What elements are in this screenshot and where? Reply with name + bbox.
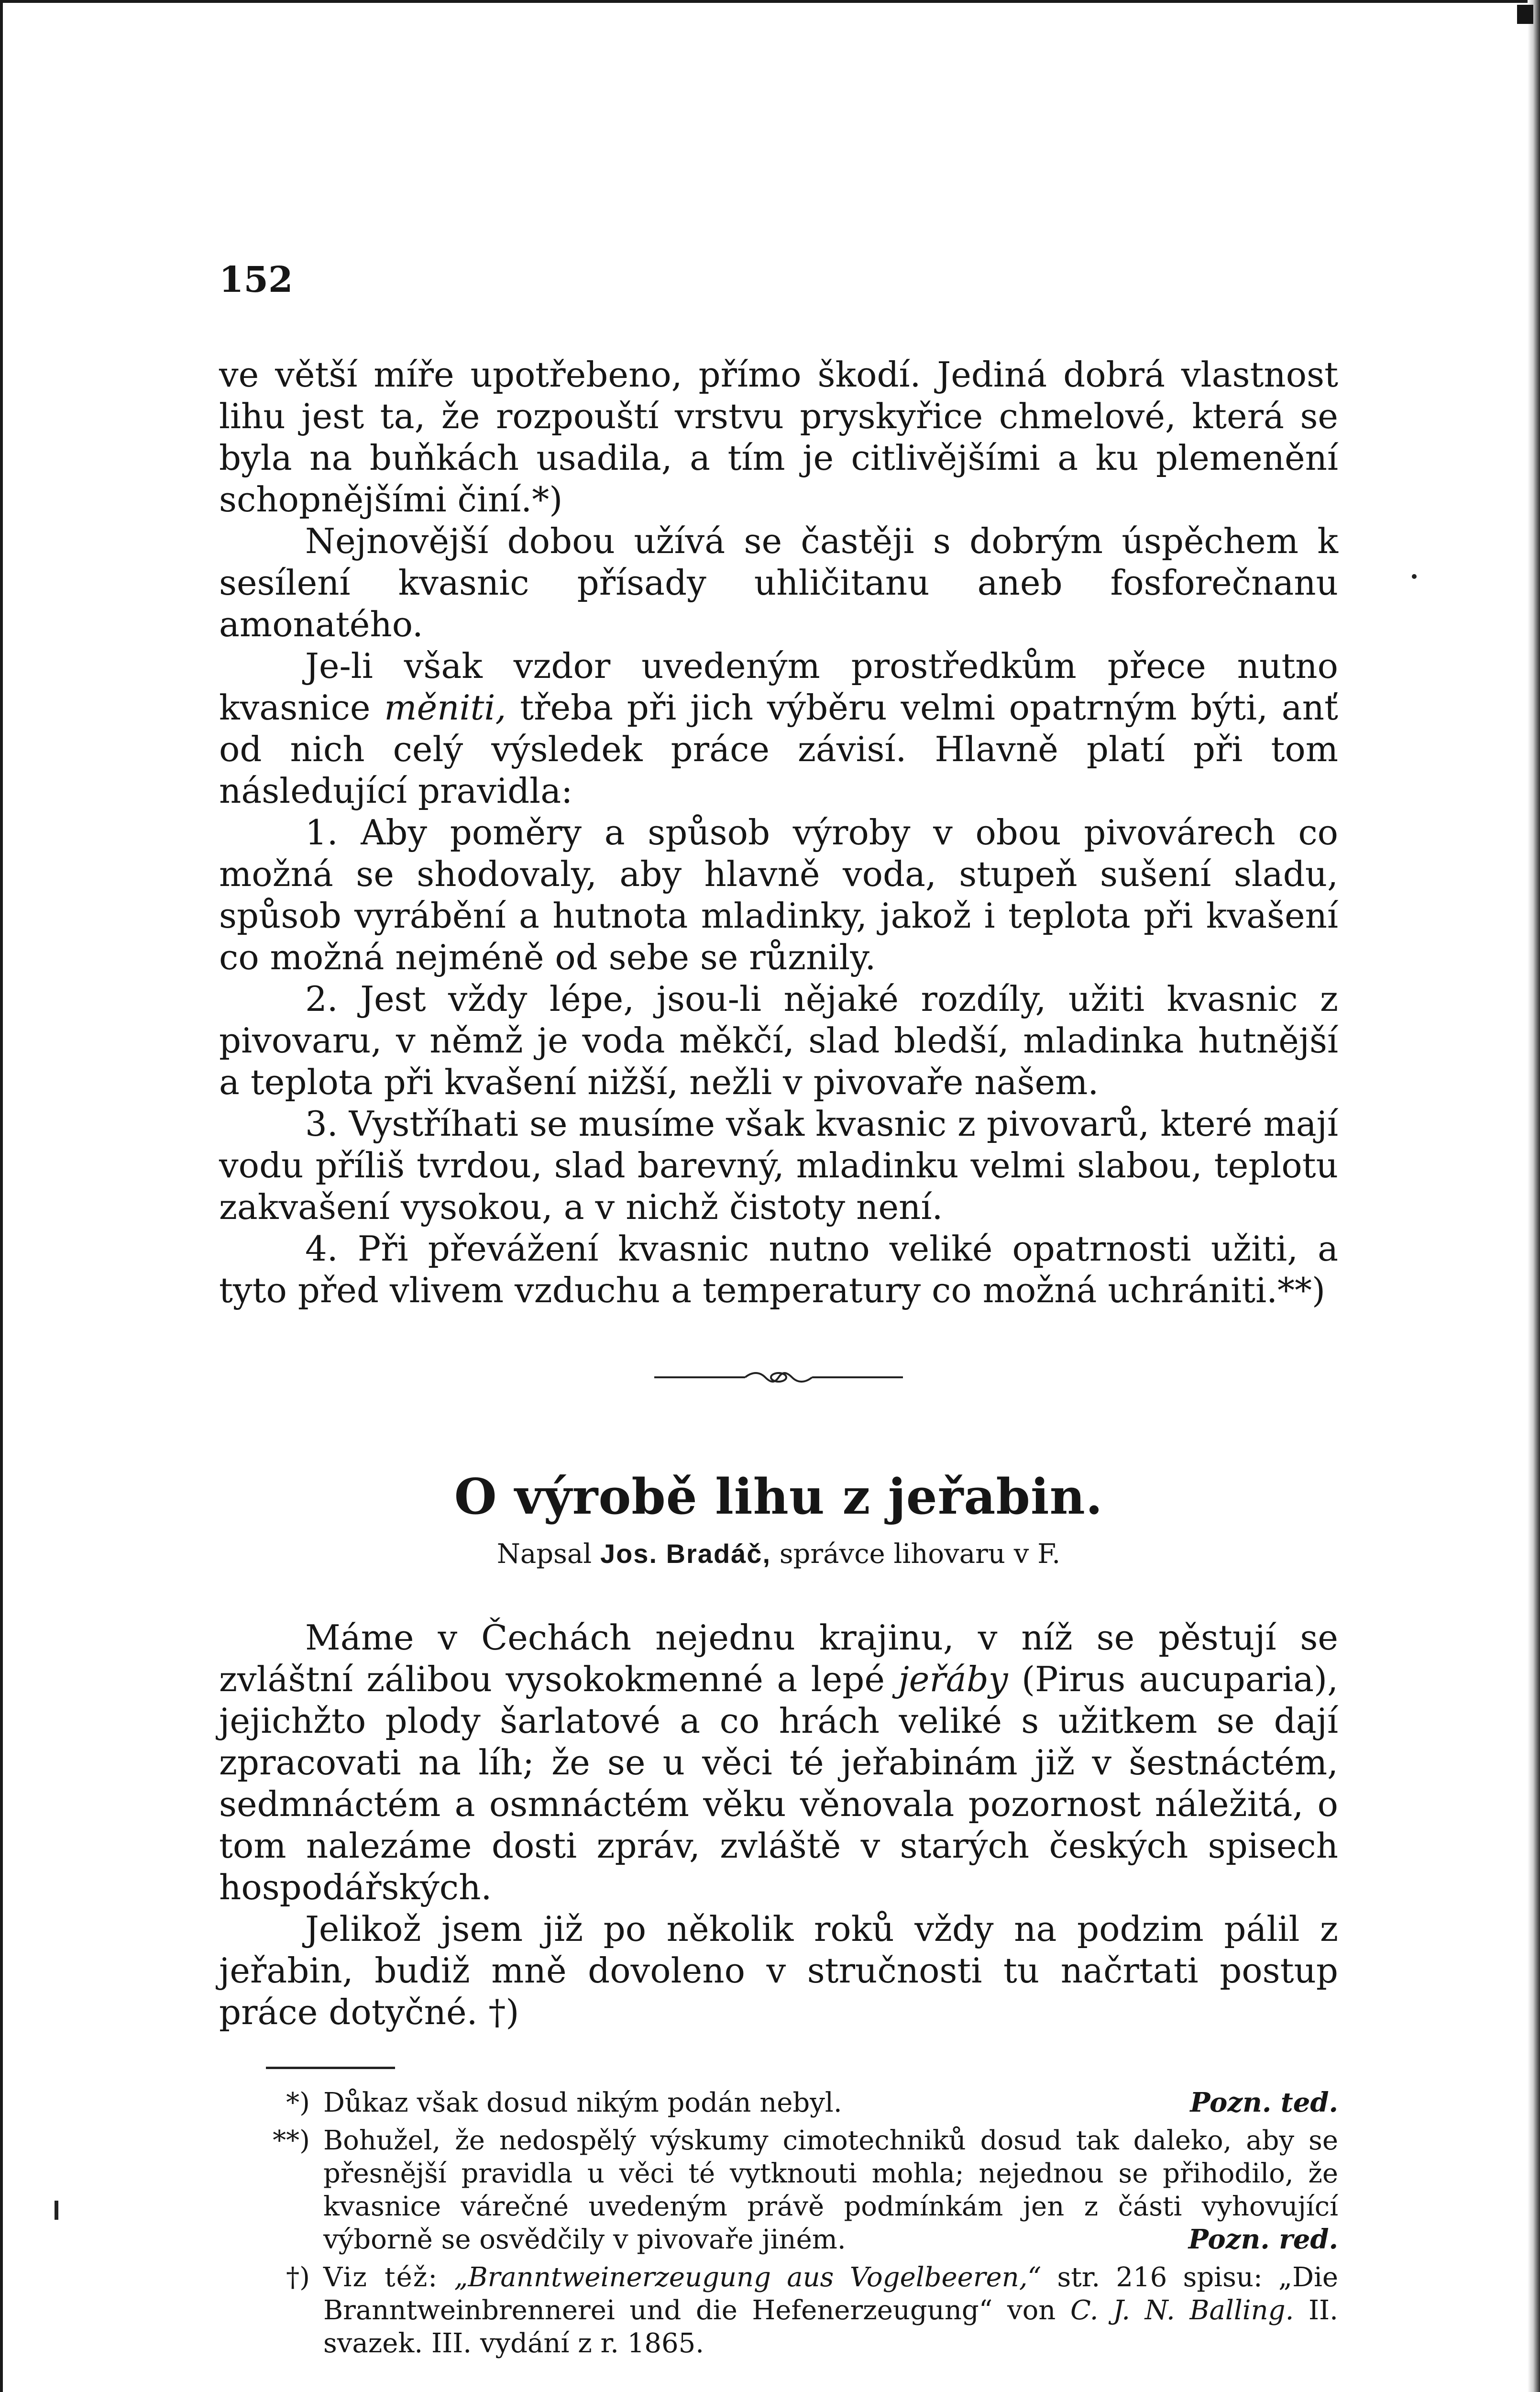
footnote-text: [323, 2124, 1338, 2256]
footnote-text: [323, 2086, 1338, 2119]
byline-prefix: Napsal: [496, 1539, 592, 1570]
footnote-signature: Pozn. red.: [1188, 2224, 1338, 2255]
italic-word: jeřáby: [898, 1659, 1008, 1699]
footnote-signature: Pozn. ted.: [1190, 2087, 1338, 2118]
paragraph: [219, 1617, 1338, 1908]
footnote-body: Viz též:: [323, 2262, 439, 2293]
rule-item: 2. Jest vždy lépe, jsou-li nějaké rozdíly, užiti kvasnic z pivovaru, v němž je voda měkčí, slad bledší, mladinka hutnější a teplota při kvašení nižší, nežli v pivovaře našem.: [219, 979, 1338, 1102]
byline-suffix: správce lihovaru v F.: [779, 1539, 1061, 1570]
paragraph: Jelikož jsem již po několik roků vždy na podzim pálil z jeřabin, budiž mně dovoleno v stručnosti tu načrtati postup práce dotyčné. †): [219, 1909, 1338, 2032]
footnote-italic: „Branntweinerzeugung aus Vogelbeeren,“: [454, 2262, 1042, 2293]
paragraph-text: třeba při jich výběru velmi opatrným býti, anť od nich celý výsledek práce závisí. Hlavně platí při tom následující pravidla:: [219, 687, 1338, 811]
article-byline: [219, 1537, 1338, 1571]
footnote-body: II. svazek. III. vydání z r. 1865.: [323, 2295, 1338, 2359]
footnote-mark: †): [286, 2262, 310, 2293]
paragraph-text: (Pirus aucuparia), jejichžto plody šarlatové a co hrách veliké s užitkem se dají zpracovati na líh; že se u věci té jeřabinám již v šestnáctém, sedmnáctém a osmnáctém věku věnovala pozornost náležitá, o tom nalezáme dosti zpráv, zvláště v starých českých spisech hospodářských.: [219, 1659, 1339, 1907]
footnote-italic: C. J. N. Balling.: [1070, 2295, 1294, 2326]
article-title: O výrobě lihu z jeřabin.: [454, 1468, 1103, 1526]
rule-item: 1. Aby poměry a spůsob výroby v obou pivovárech co možná se shodovaly, aby hlavně voda, stupeň sušení sladu, spůsob vyrábění a hutnota mladinky, jakož i teplota při kvašení co možná nejméně od sebe se různily.: [219, 812, 1338, 977]
scan-speck: [55, 2201, 58, 2220]
footnote-body: Důkaz však dosud nikým podán nebyl.: [323, 2087, 842, 2118]
footnote-body: str. 216 spisu: „Die Branntweinbrennerei und die Hefenerzeugung“ von: [323, 2262, 1339, 2326]
footnote-mark: **): [273, 2125, 310, 2156]
paragraph: Nejnovější dobou užívá se častěji s dobrým úspěchem k sesílení kvasnic přísady uhličitanu aneb fosforečnanu amonatého.: [219, 521, 1338, 644]
ornament-divider-icon: [654, 1368, 903, 1387]
paragraph: [219, 645, 1338, 812]
footnote-text: [323, 2261, 1338, 2360]
page-number: 152: [219, 259, 293, 300]
rule-item: 3. Vystříhati se musíme však kvasnic z pivovarů, které mají vodu příliš tvrdou, slad barevný, mladinku velmi slabou, teplotu zakvašení vysokou, a v nichž čistoty není.: [219, 1104, 1338, 1227]
footnote: [219, 2124, 1338, 2256]
footnote-body: Bohužel, že nedospělý výskumy cimotechniků dosud tak daleko, aby se přesnější pravidla u věci té vytknouti mohla; nejednou se přihodilo, že kvasnice várečné uvedeným právě podmínkám jen z části vyhovující výborně se osvědčily v pivovaře jiném.: [323, 2125, 1338, 2255]
author-name: Jos. Bradáč,: [600, 1539, 771, 1569]
italic-word: měniti,: [384, 687, 506, 728]
footnote: [219, 2261, 1338, 2360]
page-edge-shadow: [1528, 0, 1540, 2392]
footnote-mark: *): [286, 2087, 310, 2118]
section-ornament: [219, 1368, 1338, 1387]
corner-mark: [1517, 5, 1533, 24]
paragraph-text: Je-li však vzdor uvedeným prostředkům přece nutno kvasnice: [219, 646, 1338, 728]
footnote-rule: [266, 2067, 395, 2069]
paragraph: ve větší míře upotřebeno, přímo škodí. Jediná dobrá vlastnost lihu jest ta, že rozpouští vrstvu pryskyřice chmelové, která se byla na buňkách usadila, a tím je citlivějšími a ku plemenění schopnějšími činí.*): [219, 354, 1338, 520]
footnote: [219, 2086, 1338, 2119]
paragraph-text: Máme v Čechách nejednu krajinu, v níž se pěstují se zvláštní zálibou vysokokmenné a lepé: [219, 1617, 1338, 1699]
text-column: [219, 258, 1338, 2360]
rule-item: 4. Při převážení kvasnic nutno veliké opatrnosti užiti, a tyto před vlivem vzduchu a temperatury co možná uchrániti.**): [219, 1229, 1338, 1310]
scan-speck: [1412, 574, 1417, 579]
